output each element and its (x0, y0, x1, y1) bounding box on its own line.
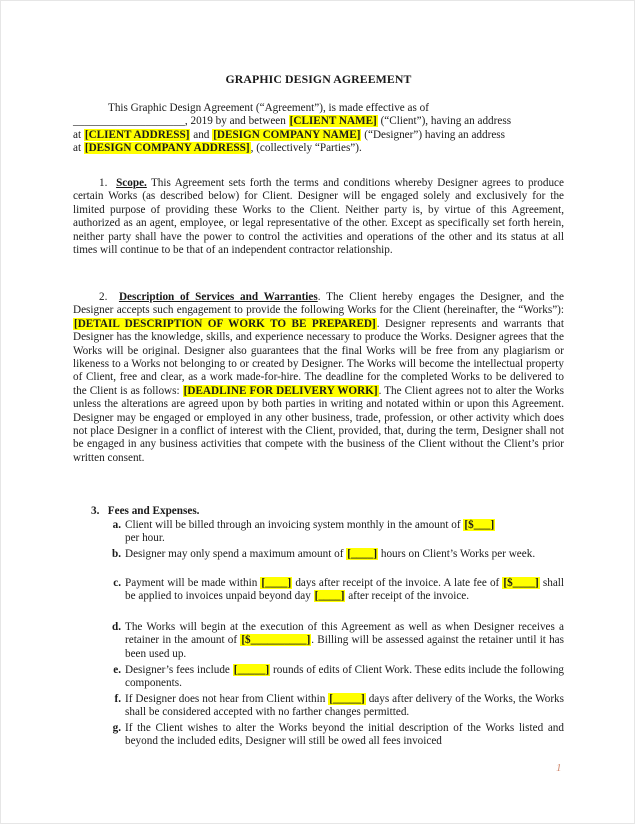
section-2-heading: Description of Services and Warranties (118, 291, 318, 303)
intro-paragraph (73, 102, 564, 156)
late-fee-blank: [$____] (503, 577, 539, 589)
fee-item-b: b. Designer may only spend a maximum amount of [____] hours on Client’s Works per week. (111, 548, 536, 560)
late-day-blank: [____] (314, 590, 345, 603)
retainer-blank: [$__________] (241, 634, 311, 647)
page-number: 1 (556, 762, 562, 774)
fee-item-e: e. Designer’s fees include [_____] rounds of edits of Client Work. These edits include the following components. (113, 664, 565, 690)
fee-item-c: c. Payment will be made within [____] days after receipt of the invoice. A late fee of [$____] shall be applied to invoices unpaid beyond day [____] after receipt of the invoice. (113, 577, 565, 603)
date-blank: ____________________ (73, 115, 185, 128)
section-1-heading: Scope. (116, 177, 147, 189)
acceptance-days-blank: [_____] (329, 693, 365, 705)
client-name-placeholder: [CLIENT NAME] (289, 115, 377, 128)
intro-line-3: at [CLIENT ADDRESS] and [DESIGN COMPANY NAME] (“Designer”) having an address (73, 128, 505, 141)
section-2-services: 2. Description of Services and Warranties. The Client hereby engages the Designer, and the Designer accepts such engagement to provide the following Works for the Client (hereinafter, the “Works”): [DETAIL DESCRIPTION OF WORK TO BE PREPARED]. Designer represents and warrants that Designer has the knowledge, skills, and experience necessary to produce the Works. Designer agrees that the Works will be original. Designer also guarantees that the final Works will be free from any plagiarism or likeness to a Works not belonging to or created by Designer. The Works will become the intellectual property of Client, free and clear, as a work made-for-hire. The deadline for the completed Works to be delivered to the Client is as follows: [DEADLINE FOR DELIVERY WORK]. The Client agrees not to alter the Works unless the alterations are agreed upon by both parties in writing and notated within or upon this Agreement. Designer may be engaged or employed in any other business, trade, profession, or other activity which does not place Designer in a conflict of interest with the Client, provided, that, during the term, Designer shall not be engaged in any business activities that compete with the business of the Client without the Client’s prior written consent. (73, 291, 565, 464)
work-description-placeholder: [DETAIL DESCRIPTION OF WORK TO BE PREPARED] (74, 317, 376, 330)
fee-item-a: a. Client will be billed through an invoicing system monthly in the amount of [$___] per hour. (112, 519, 495, 545)
intro-line-4: at [DESIGN COMPANY ADDRESS], (collectively “Parties”). (73, 142, 362, 155)
payment-days-blank: [____] (261, 577, 292, 589)
intro-line-2: ____________________, 2019 by and between [CLIENT NAME] (“Client”), having an address (73, 115, 512, 128)
client-address-placeholder: [CLIENT ADDRESS] (84, 128, 190, 141)
document-title: GRAPHIC DESIGN AGREEMENT (225, 72, 412, 86)
max-hours-blank: [____] (347, 548, 378, 560)
edit-rounds-blank: [_____] (233, 664, 270, 676)
intro-line-1: This Graphic Design Agreement (“Agreement”), is made effective as of (108, 102, 429, 114)
hourly-rate-blank: [$___] (464, 519, 495, 531)
fee-item-d: d. The Works will begin at the execution of this Agreement as well as when Designer receives a retainer in the amount of [$__________]. Billing will be assessed against the retainer until it has been used up. (111, 621, 565, 660)
design-company-name-placeholder: [DESIGN COMPANY NAME] (213, 128, 361, 141)
fee-item-f: f. If Designer does not hear from Client within [_____] days after delivery of the Works, the Works shall be considered accepted with no farther changes permitted. (114, 693, 564, 719)
section-1-scope: 1. Scope. This Agreement sets forth the terms and conditions whereby Designer agrees to produce certain Works (as described below) for Client. Designer will be engaged solely and exclusively for the limited purpose of providing these Works to the Client. Neither party is, by virtue of this Agreement, authorized as an agent, employee, or legal representative of the other. Except as specifically set forth herein, neither party shall have the power to control the activities and operations of the other and its status at all times will continue to be that of an independent contractor relationship. (73, 177, 564, 257)
design-company-address-placeholder: [DESIGN COMPANY ADDRESS] (84, 142, 250, 155)
section-3-heading: 3. Fees and Expenses. (91, 505, 200, 517)
fee-item-g: g. If the Client wishes to alter the Works beyond the initial description of the Works listed and beyond the included edits, Designer will still be owed all fees invoiced (112, 722, 564, 748)
deadline-placeholder: [DEADLINE FOR DELIVERY WORK] (183, 384, 378, 397)
